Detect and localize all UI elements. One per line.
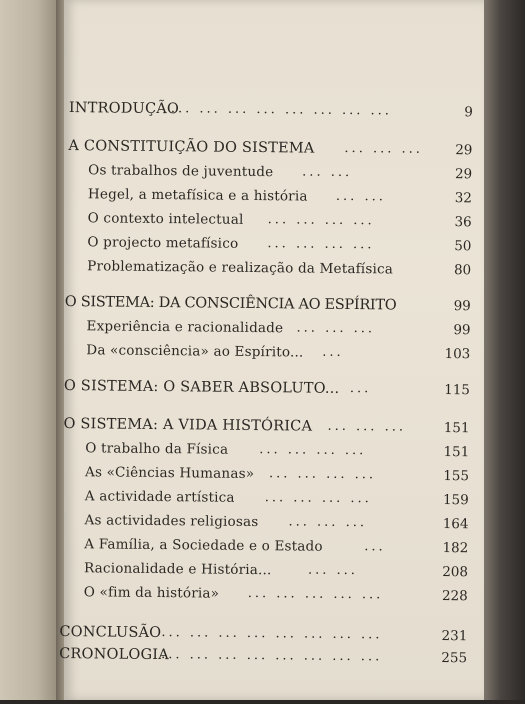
toc-entry-familia-sociedade-estado	[58, 534, 468, 558]
toc-entry-page: 228	[441, 587, 468, 605]
toc-entry-introducao	[63, 98, 473, 122]
toc-entry-experiencia-racionalidade	[60, 316, 470, 340]
toc-entry-page: 29	[454, 166, 473, 183]
toc-entry-leader: ... ... ... ... ...	[247, 585, 384, 603]
toc-entry-contexto-intelectual	[62, 208, 472, 232]
toc-entry-page: 29	[455, 142, 473, 159]
toc-entry-label: A CONSTITUIÇÃO DO SISTEMA	[68, 138, 315, 157]
toc-entry-actividades-religiosas	[58, 510, 468, 534]
toc-entry-leader: ... ... ... ... ... ... ... ...	[161, 625, 383, 643]
toc-entry-page: 208	[442, 563, 469, 581]
toc-entry-label: As «Ciências Humanas»	[84, 464, 255, 483]
toc-entry-page: 50	[454, 238, 472, 255]
toc-entry-label: O SISTEMA: O SABER ABSOLUTO...	[63, 378, 340, 397]
toc-entry-label: INTRODUÇÃO	[68, 100, 180, 118]
toc-entry-trabalho-fisica	[59, 438, 469, 462]
toc-entry-consciencia-espirito	[61, 292, 471, 316]
toc-entry-label: CONCLUSÃO	[59, 623, 162, 642]
toc-entry-label: O SISTEMA: A VIDA HISTÓRICA	[63, 416, 313, 435]
toc-entry-label: CRONOLOGIA	[59, 645, 170, 664]
toc-entry-label: O SISTEMA: DA CONSCIÊNCIA AO ESPÍRITO	[64, 294, 397, 314]
toc-entry-projecto-metafisico	[61, 232, 471, 256]
toc-entry-racionalidade-historia	[58, 558, 468, 582]
toc-entry-trabalhos-juventude	[62, 160, 472, 184]
page-edge-shadow	[484, 0, 525, 700]
toc-entry-page: 255	[441, 649, 468, 667]
toc-entry-leader: ... ... ... ...	[267, 212, 375, 229]
toc-entry-page: 99	[453, 322, 471, 339]
toc-entry-label: Da «consciência» ao Espírito...	[86, 342, 304, 361]
toc-entry-page: 9	[464, 104, 473, 121]
toc-entry-conclusao	[57, 622, 467, 646]
toc-entry-page: 159	[442, 491, 469, 509]
toc-entry-leader: ... ... ... ...	[264, 490, 372, 507]
toc-entry-leader: ... ...	[302, 164, 353, 181]
toc-entry-label: O trabalho da Física	[85, 440, 229, 458]
toc-entry-page: 80	[453, 262, 472, 279]
toc-entry-cronologia	[57, 644, 467, 668]
toc-entry-label: O projecto metafísico	[87, 234, 239, 252]
toc-entry-leader: ... ... ... ... ... ... ... ...	[170, 101, 393, 119]
toc-entry-leader: ...	[322, 344, 344, 360]
toc-entry-label: O «fim da história»	[83, 584, 220, 602]
toc-entry-page: 115	[444, 382, 471, 399]
toc-entry-constituicao	[62, 136, 472, 160]
toc-entry-ciencias-humanas	[59, 462, 469, 486]
toc-entry-page: 182	[442, 539, 469, 557]
toc-entry-problematizacao	[61, 256, 471, 280]
toc-entry-page: 164	[442, 515, 469, 533]
toc-entry-leader: ...	[349, 381, 372, 397]
toc-entry-label: Os trabalhos de juventude	[88, 162, 274, 181]
toc-entry-leader: ...	[364, 539, 386, 555]
toc-entry-label: Problematização e realização da Metafísica	[87, 258, 394, 278]
toc-entry-label: As actividades religiosas	[84, 512, 259, 531]
toc-entry-page: 151	[443, 420, 470, 437]
toc-entry-page: 155	[443, 467, 470, 485]
toc-entry-consciencia-ao-espirito	[60, 340, 470, 364]
toc-entry-leader: ... ... ... ...	[267, 236, 375, 253]
toc-entry-label: A actividade artística	[84, 488, 235, 506]
toc-entry-label: A Família, a Sociedade e o Estado	[84, 536, 323, 555]
toc-entry-page: 151	[443, 443, 470, 461]
toc-entry-actividade-artistica	[59, 486, 469, 510]
toc-entry-saber-absoluto	[60, 376, 470, 400]
toc-entry-leader: ... ... ...	[344, 140, 424, 157]
toc-entry-page: 36	[454, 214, 472, 231]
toc-entry-page: 99	[453, 298, 471, 315]
toc-entry-leader: ... ... ... ... ... ... ... ...	[161, 647, 383, 665]
toc-entry-leader: ... ...	[335, 188, 386, 205]
toc-entry-page: 231	[441, 627, 468, 645]
toc-entry-label: Experiência e racionalidade	[86, 318, 284, 337]
toc-entry-leader: ... ... ... ...	[268, 466, 377, 483]
toc-entry-leader: ... ... ...	[327, 418, 407, 435]
table-of-contents	[57, 0, 484, 704]
toc-entry-leader: ... ... ...	[296, 320, 376, 337]
toc-entry-page: 32	[454, 190, 473, 207]
toc-entry-fim-da-historia	[58, 582, 468, 606]
toc-entry-vida-historica	[59, 414, 469, 438]
toc-entry-label: Hegel, a metafísica e a história	[87, 186, 308, 205]
toc-entry-hegel-metafisica	[62, 184, 472, 208]
facing-page-edge	[0, 0, 62, 700]
toc-entry-leader: ... ... ... ...	[259, 442, 367, 459]
toc-entry-leader: ... ...	[307, 562, 359, 579]
toc-entry-label: Racionalidade e História...	[83, 560, 272, 579]
toc-entry-page: 103	[444, 346, 471, 363]
toc-entry-leader: ... ... ...	[288, 514, 368, 531]
book-page	[59, 0, 484, 700]
toc-entry-label: O contexto intelectual	[87, 210, 244, 228]
